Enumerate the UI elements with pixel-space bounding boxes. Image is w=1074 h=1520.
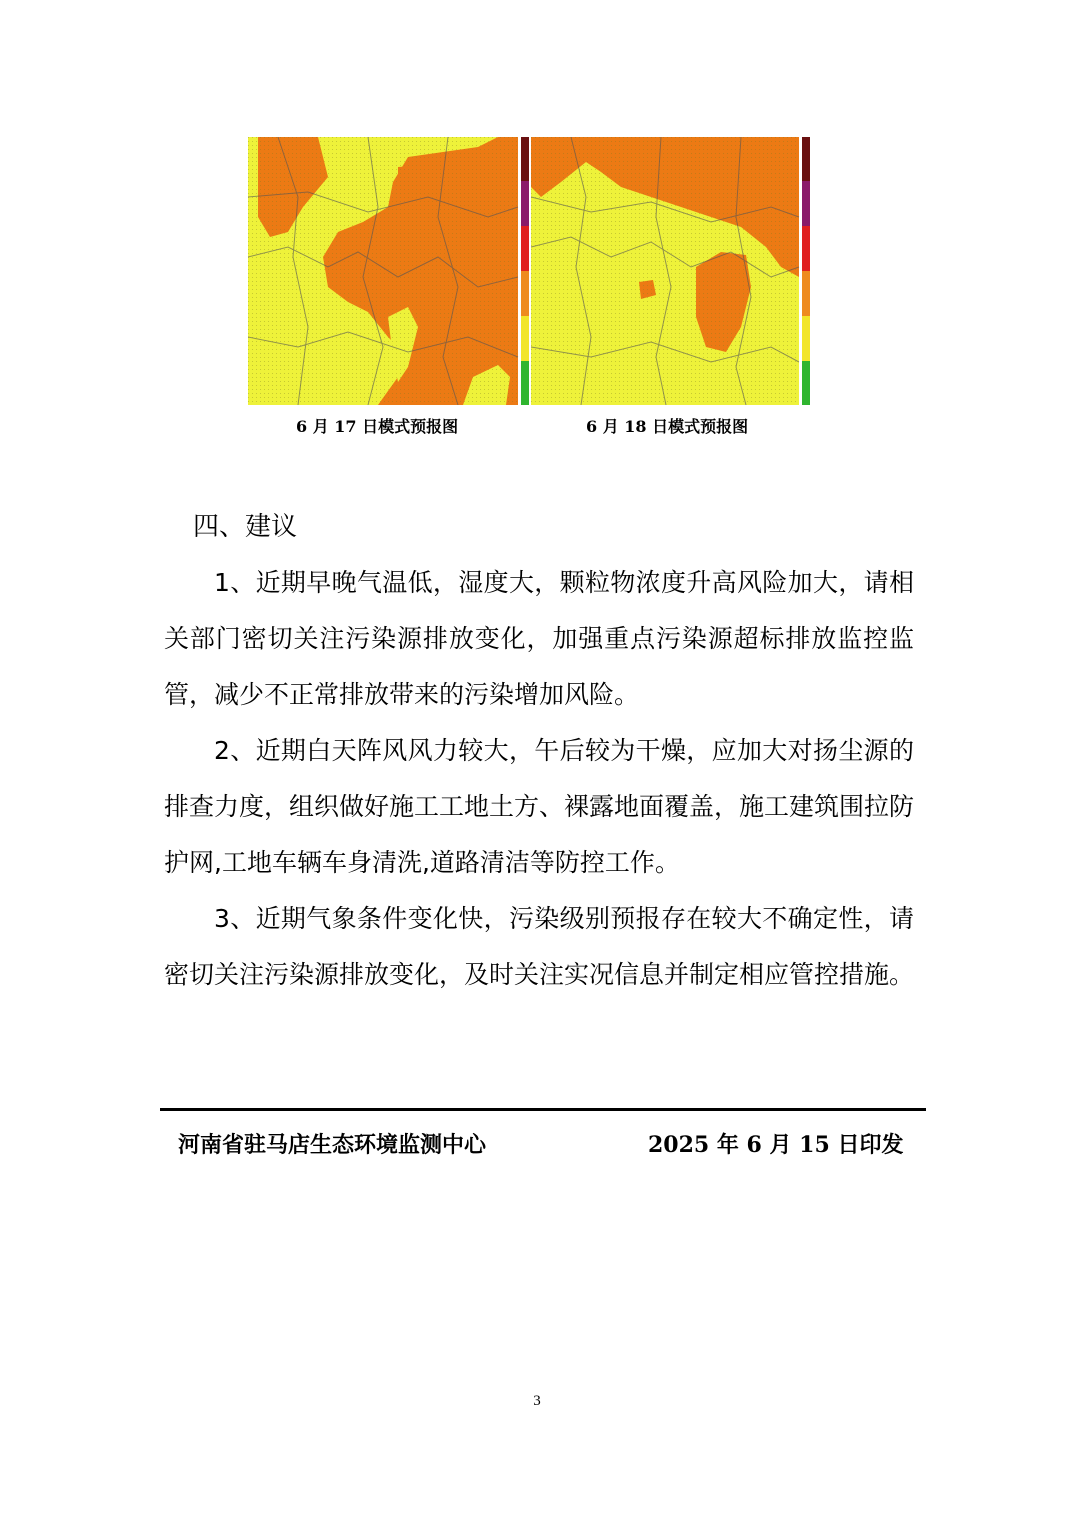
issuing-organization: 河南省驻马店生态环境监测中心 (178, 1132, 487, 1158)
advice-text-3: 3、近期气象条件变化快，污染级别预报存在较大不确定性，请密切关注污染源排放变化，及时关注实况信息并制定相应管控措施。 (164, 904, 915, 989)
figure-caption-june-18: 6 月 18 日模式预报图 (586, 417, 749, 436)
forecast-map-june-18 (531, 137, 812, 405)
advice-paragraph-1 (164, 555, 914, 723)
section-heading: 四、建议 (193, 512, 298, 542)
advice-paragraph-3 (164, 891, 914, 1003)
advice-text-1: 1、近期早晚气温低，湿度大，颗粒物浓度升高风险加大，请相关部门密切关注污染源排放变化，加强重点污染源超标排放监控监管，减少不正常排放带来的污染增加风险。 (164, 568, 914, 709)
figure-caption-june-17: 6 月 17 日模式预报图 (296, 417, 459, 436)
forecast-figures (248, 137, 812, 405)
forecast-map-june-17 (248, 137, 530, 405)
advice-paragraph-2 (164, 723, 914, 891)
issue-date: 2025 年 6 月 15 日印发 (648, 1132, 904, 1158)
footer-divider (160, 1108, 926, 1111)
page-number: 3 (533, 1393, 541, 1409)
advice-text-2: 2、近期白天阵风风力较大，午后较为干燥，应加大对扬尘源的排查力度，组织做好施工工地土方、裸露地面覆盖，施工建筑围拉防护网,工地车辆车身清洗,道路清洁等防控工作。 (164, 736, 915, 877)
